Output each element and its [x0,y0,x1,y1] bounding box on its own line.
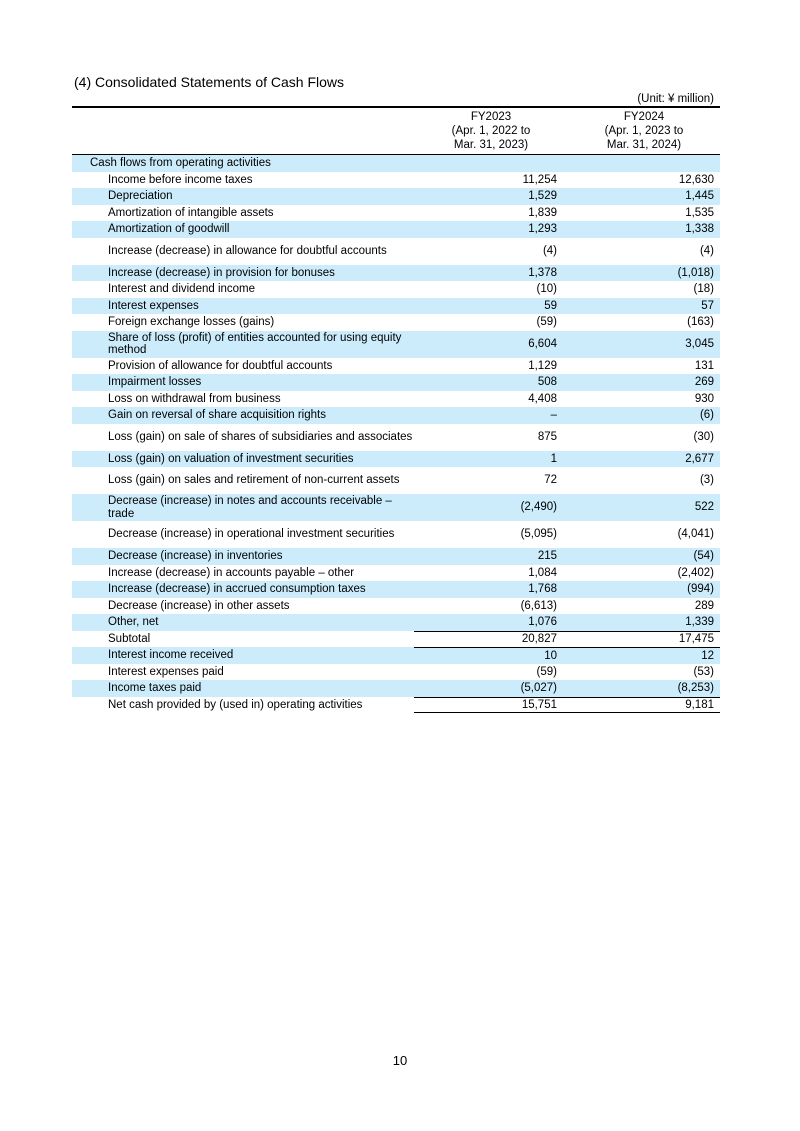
row-values [414,172,720,189]
row-values [414,407,720,424]
table-row [72,281,720,298]
row-values [414,358,720,375]
table-row [72,298,720,315]
table-row [72,494,720,521]
fy2023-value: 4,408 [528,392,557,405]
column-header-fy2023 [416,110,566,152]
row-label: Provision of allowance for doubtful accounts [108,359,333,372]
row-values [414,238,720,265]
row-values [414,647,720,664]
row-label: Decrease (increase) in other assets [108,599,290,612]
fy2023-value: 1,293 [528,223,557,235]
row-values [414,331,720,358]
cash-flow-table [72,106,720,713]
row-values [414,188,720,205]
fy2023-value: 1,084 [528,566,557,579]
row-label: Other, net [108,616,159,628]
row-values [414,680,720,697]
row-label: Gain on reversal of share acquisition rights [108,409,326,421]
fy2023-value: 1,839 [528,206,557,219]
fy2023-value: (10) [536,283,557,295]
row-values [414,631,720,648]
row-label: Increase (decrease) in provision for bonuses [108,266,335,279]
table-row [72,407,720,424]
row-values [414,494,720,521]
table-row [72,391,720,408]
column-header-line: (Apr. 1, 2023 to [604,125,684,137]
section-row [72,155,720,172]
fy2023-value: (2,490) [520,501,557,514]
row-label: Cash flows from operating activities [90,157,271,169]
table-row [72,631,720,648]
section-title: (4) Consolidated Statements of Cash Flows [74,74,345,90]
page-number: 10 [392,1053,408,1068]
row-values [414,298,720,315]
fy2023-value: 59 [544,299,557,312]
fy2024-value: 3,045 [685,337,714,350]
row-values [414,664,720,681]
fy2024-value: (2,402) [677,566,714,579]
table-row [72,581,720,598]
fy2023-value: (5,095) [520,528,557,541]
table-row [72,424,720,451]
fy2024-value: (18) [693,283,714,295]
fy2024-value: 289 [694,599,714,612]
table-row [72,548,720,565]
row-values [414,581,720,598]
fy2024-value: 2,677 [685,452,714,465]
row-label: Decrease (increase) in inventories [108,550,283,562]
table-row [72,221,720,238]
table-header [72,108,720,155]
row-label: Foreign exchange losses (gains) [108,316,275,328]
row-values [414,205,720,222]
fy2024-value: 131 [694,359,714,372]
table-row [72,614,720,631]
table-row [72,205,720,222]
row-values [414,265,720,282]
fy2023-value: 72 [544,474,557,487]
row-label: Depreciation [108,190,173,202]
row-values [414,614,720,631]
fy2023-value: 20,827 [521,633,557,645]
fy2024-value: 930 [694,392,714,405]
fy2023-value: (6,613) [520,599,557,612]
fy2024-value: (6) [699,409,714,421]
table-row [72,467,720,494]
row-label: Income taxes paid [108,682,202,694]
row-values [414,548,720,565]
row-label: Interest expenses paid [108,665,224,678]
fy2023-value: (5,027) [520,682,557,694]
fy2024-value: 57 [701,299,714,312]
row-label: Subtotal [108,632,151,645]
fy2023-value: 15,751 [521,698,557,711]
fy2023-value: 215 [537,550,557,562]
fy2024-value: (163) [687,316,714,328]
fy2023-value: 508 [537,376,557,388]
table-row [72,680,720,697]
row-values [414,391,720,408]
table-row [72,331,720,358]
fy2023-value: 1 [550,452,557,465]
row-label: Decrease (increase) in notes and accounts receivable – trade [108,495,392,520]
fy2023-value: 1,768 [528,583,557,595]
column-header-line: FY2023 [470,111,512,123]
row-values [414,467,720,494]
fy2023-value: 11,254 [522,173,557,186]
row-values [414,155,720,172]
row-label: Loss on withdrawal from business [108,392,281,405]
fy2023-value: – [550,409,557,421]
fy2024-value: (1,018) [677,266,714,279]
row-values [414,424,720,451]
fy2023-value: 6,604 [528,337,557,350]
fy2024-value: 17,475 [678,633,714,645]
row-values [414,565,720,582]
table-row [72,565,720,582]
fy2023-value: 1,076 [528,616,557,628]
fy2024-value: 12,630 [678,173,714,186]
column-header-fy2024 [569,110,719,152]
fy2023-value: 1,378 [528,266,557,279]
column-header-line: FY2024 [623,111,665,123]
table-row [72,697,720,714]
row-label: Income before income taxes [108,173,253,186]
row-label: Interest and dividend income [108,283,256,295]
row-label: Increase (decrease) in allowance for doubtful accounts [108,244,387,257]
row-values [414,697,720,714]
column-header-line: Mar. 31, 2024) [606,139,682,151]
table-row [72,664,720,681]
fy2023-value: 10 [544,649,557,662]
fy2023-value: 875 [537,430,557,443]
fy2023-value: (59) [536,665,557,678]
table-row [72,598,720,615]
fy2024-value: (53) [693,665,714,678]
table-row [72,374,720,391]
table-row [72,238,720,265]
row-values [414,521,720,548]
table-row [72,172,720,189]
fy2024-value: (994) [687,583,714,595]
fy2024-value: (4,041) [677,528,714,541]
column-header-line: Mar. 31, 2023) [453,139,529,151]
row-label: Amortization of goodwill [108,223,230,235]
row-label: Amortization of intangible assets [108,206,274,219]
fy2024-value: 1,535 [685,206,714,219]
fy2024-value: 269 [694,376,714,388]
table-body [72,155,720,713]
fy2023-value: 1,529 [528,190,557,202]
table-row [72,265,720,282]
fy2024-value: 1,338 [685,223,714,235]
table-row [72,521,720,548]
fy2024-value: (54) [693,550,714,562]
row-label: Interest income received [108,649,234,661]
fy2024-value: 9,181 [685,698,714,711]
column-header-line: (Apr. 1, 2022 to [451,125,531,137]
table-row [72,358,720,375]
row-label: Decrease (increase) in operational investment securities [108,528,395,541]
row-values [414,281,720,298]
row-label: Increase (decrease) in accrued consumption taxes [108,583,366,595]
table-row [72,314,720,331]
row-label: Net cash provided by (used in) operating activities [108,698,363,711]
row-label: Interest expenses [108,299,199,312]
row-label: Loss (gain) on sales and retirement of non-current assets [108,474,400,487]
row-values [414,221,720,238]
table-row [72,647,720,664]
fy2023-value: (4) [542,244,557,257]
fy2024-value: (30) [693,430,714,443]
row-values [414,374,720,391]
row-label: Loss (gain) on sale of shares of subsidiaries and associates [108,430,413,443]
row-values [414,598,720,615]
fy2024-value: (4) [699,244,714,257]
row-label: Impairment losses [108,376,202,388]
fy2024-value: (3) [699,474,714,487]
table-row [72,451,720,468]
table-row [72,188,720,205]
row-label: Loss (gain) on valuation of investment securities [108,452,354,465]
fy2024-value: 522 [694,501,714,514]
fy2024-value: (8,253) [677,682,714,694]
unit-label: (Unit: ¥ million) [637,93,714,105]
fy2024-value: 1,445 [685,190,714,202]
row-label: Share of loss (profit) of entities accounted for using equity method [108,331,402,356]
row-label: Increase (decrease) in accounts payable – other [108,566,355,579]
fy2023-value: (59) [536,316,557,328]
row-values [414,451,720,468]
fy2023-value: 1,129 [528,359,557,372]
fy2024-value: 12 [701,649,714,662]
row-values [414,314,720,331]
fy2024-value: 1,339 [685,616,714,628]
